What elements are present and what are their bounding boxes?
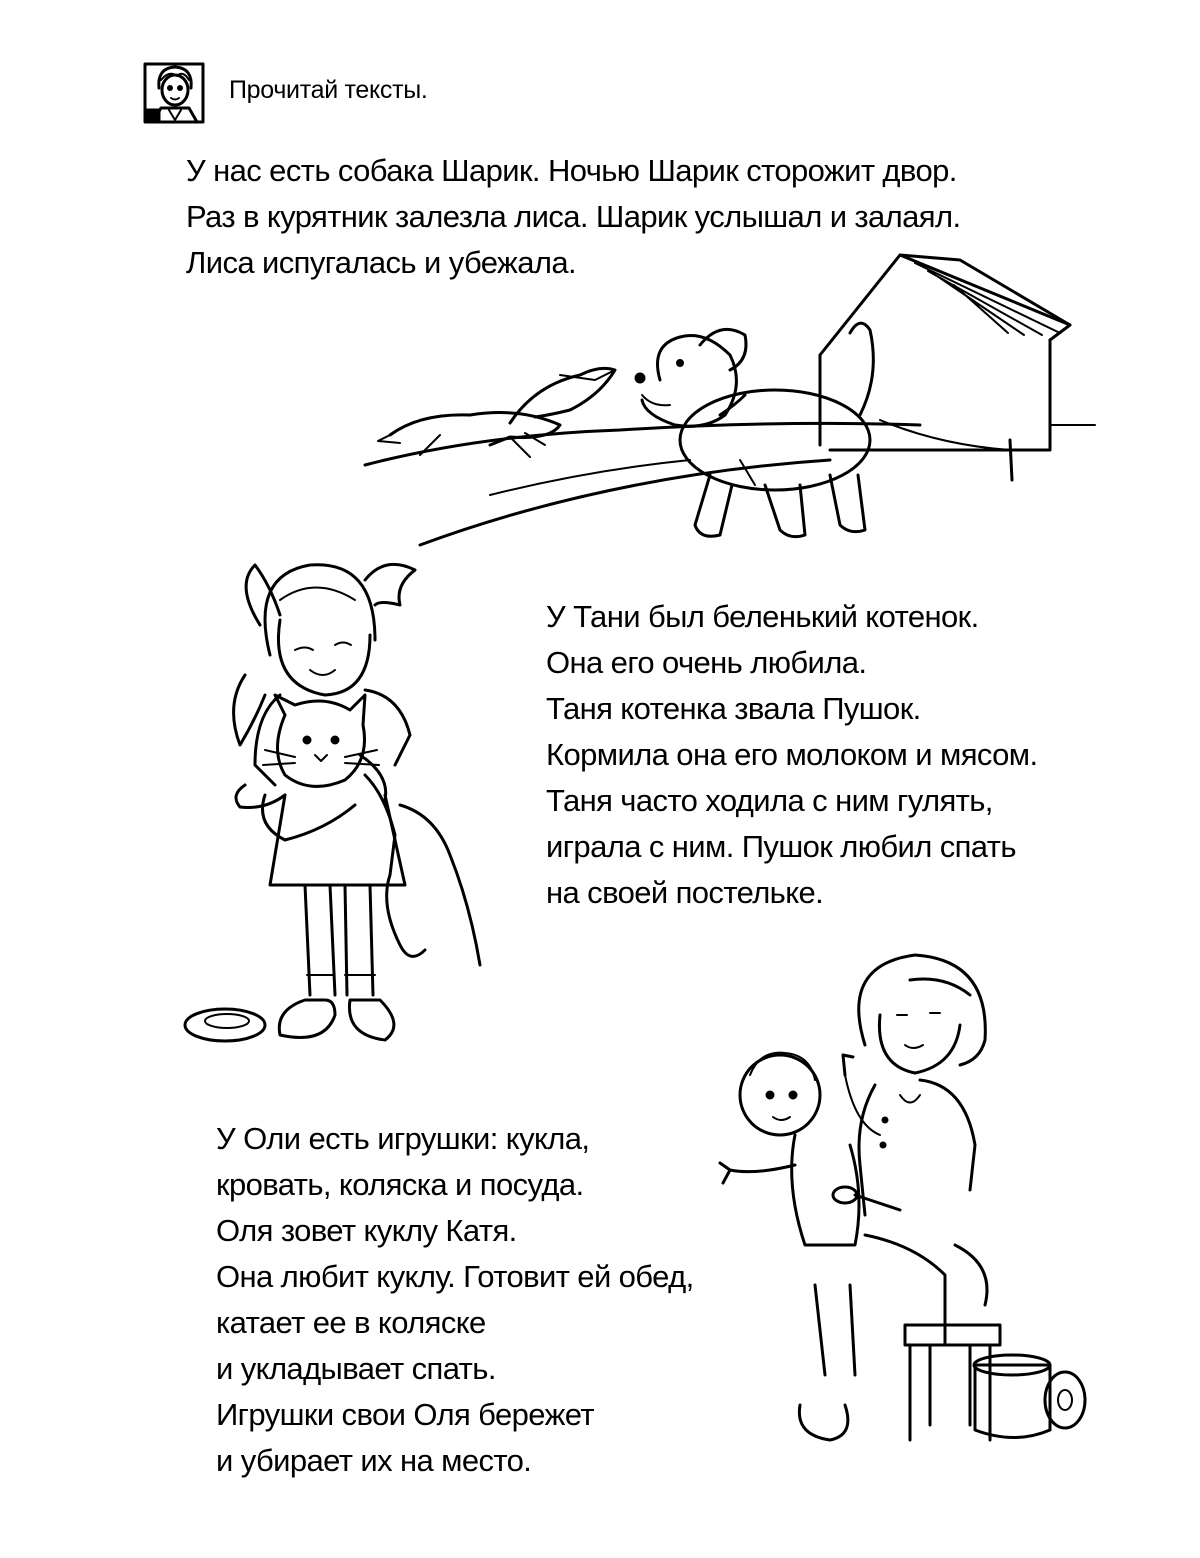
story-line: Таня часто ходила с ним гулять, [546,783,993,818]
girl-feeding-doll-illustration [715,945,1095,1470]
story-line: кровать, коляска и посуда. [216,1167,584,1202]
story-line: и укладывает спать. [216,1351,496,1386]
story-line: играла с ним. Пушок любил спать [546,829,1016,864]
story-line: и убирает их на место. [216,1443,532,1478]
story-line: Игрушки свои Оля бережет [216,1397,594,1432]
story-doll-text [216,1116,694,1484]
story-line: Оля зовет куклу Катя. [216,1213,517,1248]
story-line: У Тани был беленький котенок. [546,599,979,634]
story-line: Она любит куклу. Готовит ей обед, [216,1259,694,1294]
dog-chasing-fox-illustration [360,245,1100,555]
story-line: У Оли есть игрушки: кукла, [216,1121,590,1156]
instruction-text: Прочитай тексты. [229,76,428,104]
story-line: Таня котенка звала Пушок. [546,691,921,726]
story-line: Она его очень любила. [546,645,867,680]
reader-boy-icon [143,58,209,126]
story-line: У нас есть собака Шарик. Ночью Шарик сторожит двор. [186,153,957,188]
story-line: Кормила она его молоком и мясом. [546,737,1038,772]
story-line: Лиса испугалась и убежала. [186,245,576,280]
story-line: на своей постельке. [546,875,824,910]
story-cat-text [546,594,1038,916]
story-line: Раз в курятник залезла лиса. Шарик услышал и залаял. [186,199,961,234]
story-line: катает ее в коляске [216,1305,486,1340]
girl-holding-cat-illustration [185,545,495,1075]
